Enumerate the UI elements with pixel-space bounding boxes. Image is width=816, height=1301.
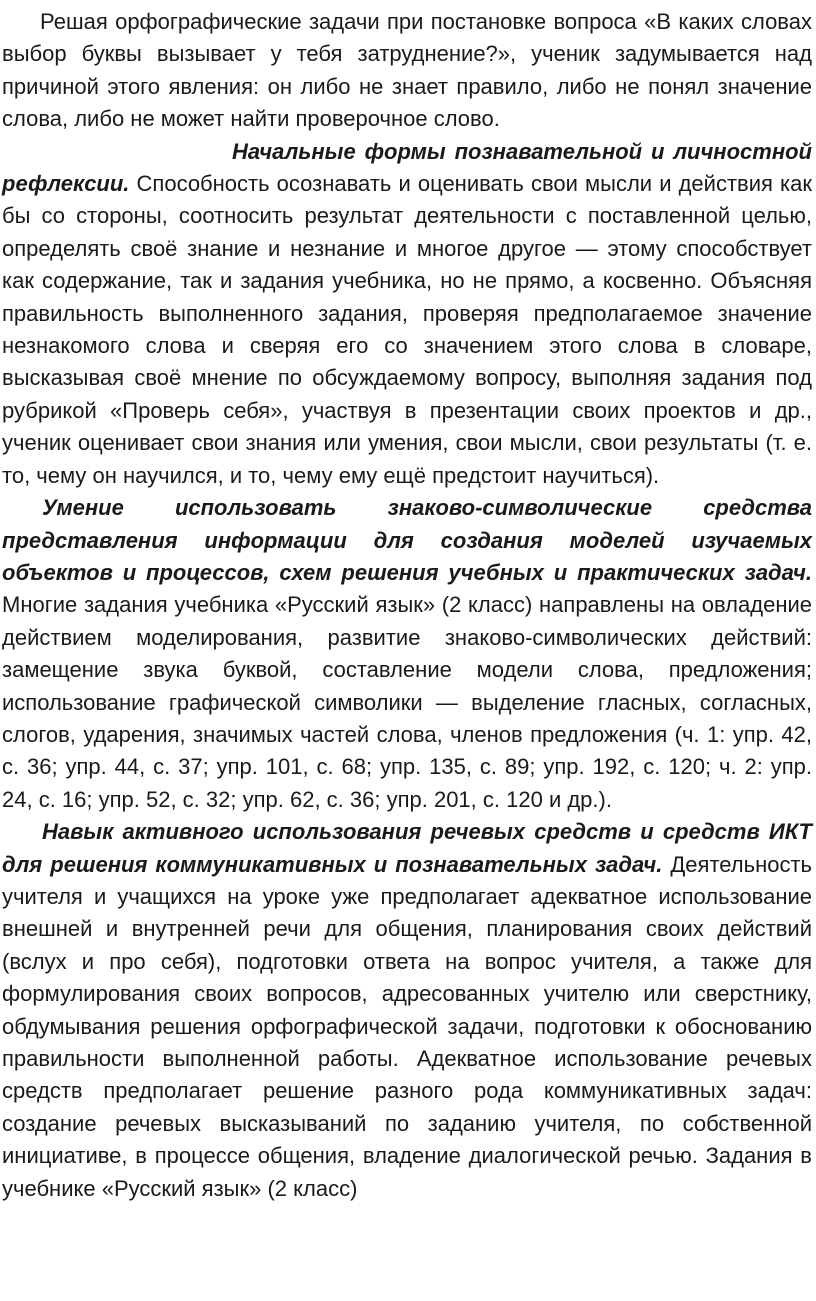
paragraph-sign-symbolic <box>2 492 812 816</box>
section-heading-sign-symbolic: Умение использовать знаково-символические средства представления информации для создания моделей изучаемых объектов и процессов, схем решения учебных и практических задач. <box>2 495 812 585</box>
paragraph-text: Способность осознавать и оценивать свои мысли и действия как бы со стороны, соотносить результат деятельности с поставленной целью, определять своё знание и незнание и многое другое — этому способствует как содержание, так и задания учебника, но не прямо, а косвенно. Объясняя правильность выполненного задания, проверяя предполагаемое значение незнакомого слова и сверяя его со значением этого слова в словаре, высказывая своё мнение по обсуждаемому вопросу, выполняя задания под рубрикой «Проверь себя», участвуя в презентации своих проектов и др., ученик оценивает свои знания или умения, свои мысли, свои результаты (т. е. то, чему он научился, и то, чему ему ещё предстоит научиться). <box>2 171 812 488</box>
paragraph-text: Деятельность учителя и учащихся на уроке уже предполагает адекватное использование внешней и внутренней речи для общения, планирования своих действий (вслух и про себя), подготовки ответа на вопрос учителя, а также для формулирования своих вопросов, адресованных учителю или сверстнику, обдумывания решения орфографической задачи, подготовки к обоснованию правильности выполненной работы. Адекватное использование речевых средств предполагает решение разного рода коммуникативных задач: создание речевых высказываний по заданию учителя, по собственной инициативе, в процессе общения, владение диалогической речью. Задания в учебнике «Русский язык» (2 класс) <box>2 851 812 1201</box>
section-heading-reflection: Начальные формы познавательной и личностной рефлексии. <box>2 138 812 197</box>
paragraph-reflection <box>2 136 812 492</box>
paragraph-speech-ict <box>2 816 812 1205</box>
paragraph-orthographic-tasks <box>2 6 812 136</box>
section-heading-speech-ict: Навык активного использования речевых средств и средств ИКТ для решения коммуникативных и познавательных задач. <box>2 819 812 877</box>
paragraph-text: Многие задания учебника «Русский язык» (2 класс) направлены на овладение действием моделирования, развитие знаково-символических действий: замещение звука буквой, составление модели слова, предложения; использование графической символики — выделение гласных, согласных, слогов, ударения, значимых частей слова, членов предложения (ч. 1: упр. 42, с. 36; упр. 44, с. 37; упр. 101, с. 68; упр. 135, с. 89; упр. 192, с. 120; ч. 2: упр. 24, с. 16; упр. 52, с. 32; упр. 62, с. 36; упр. 201, с. 120 и др.). <box>2 592 812 812</box>
paragraph-text: Решая орфографические задачи при постановке вопроса «В каких словах выбор буквы вызывает у тебя затруднение?», ученик задумывается над причиной этого явления: он либо не знает правило, либо не понял значение слова, либо не может найти проверочное слово. <box>2 9 812 132</box>
